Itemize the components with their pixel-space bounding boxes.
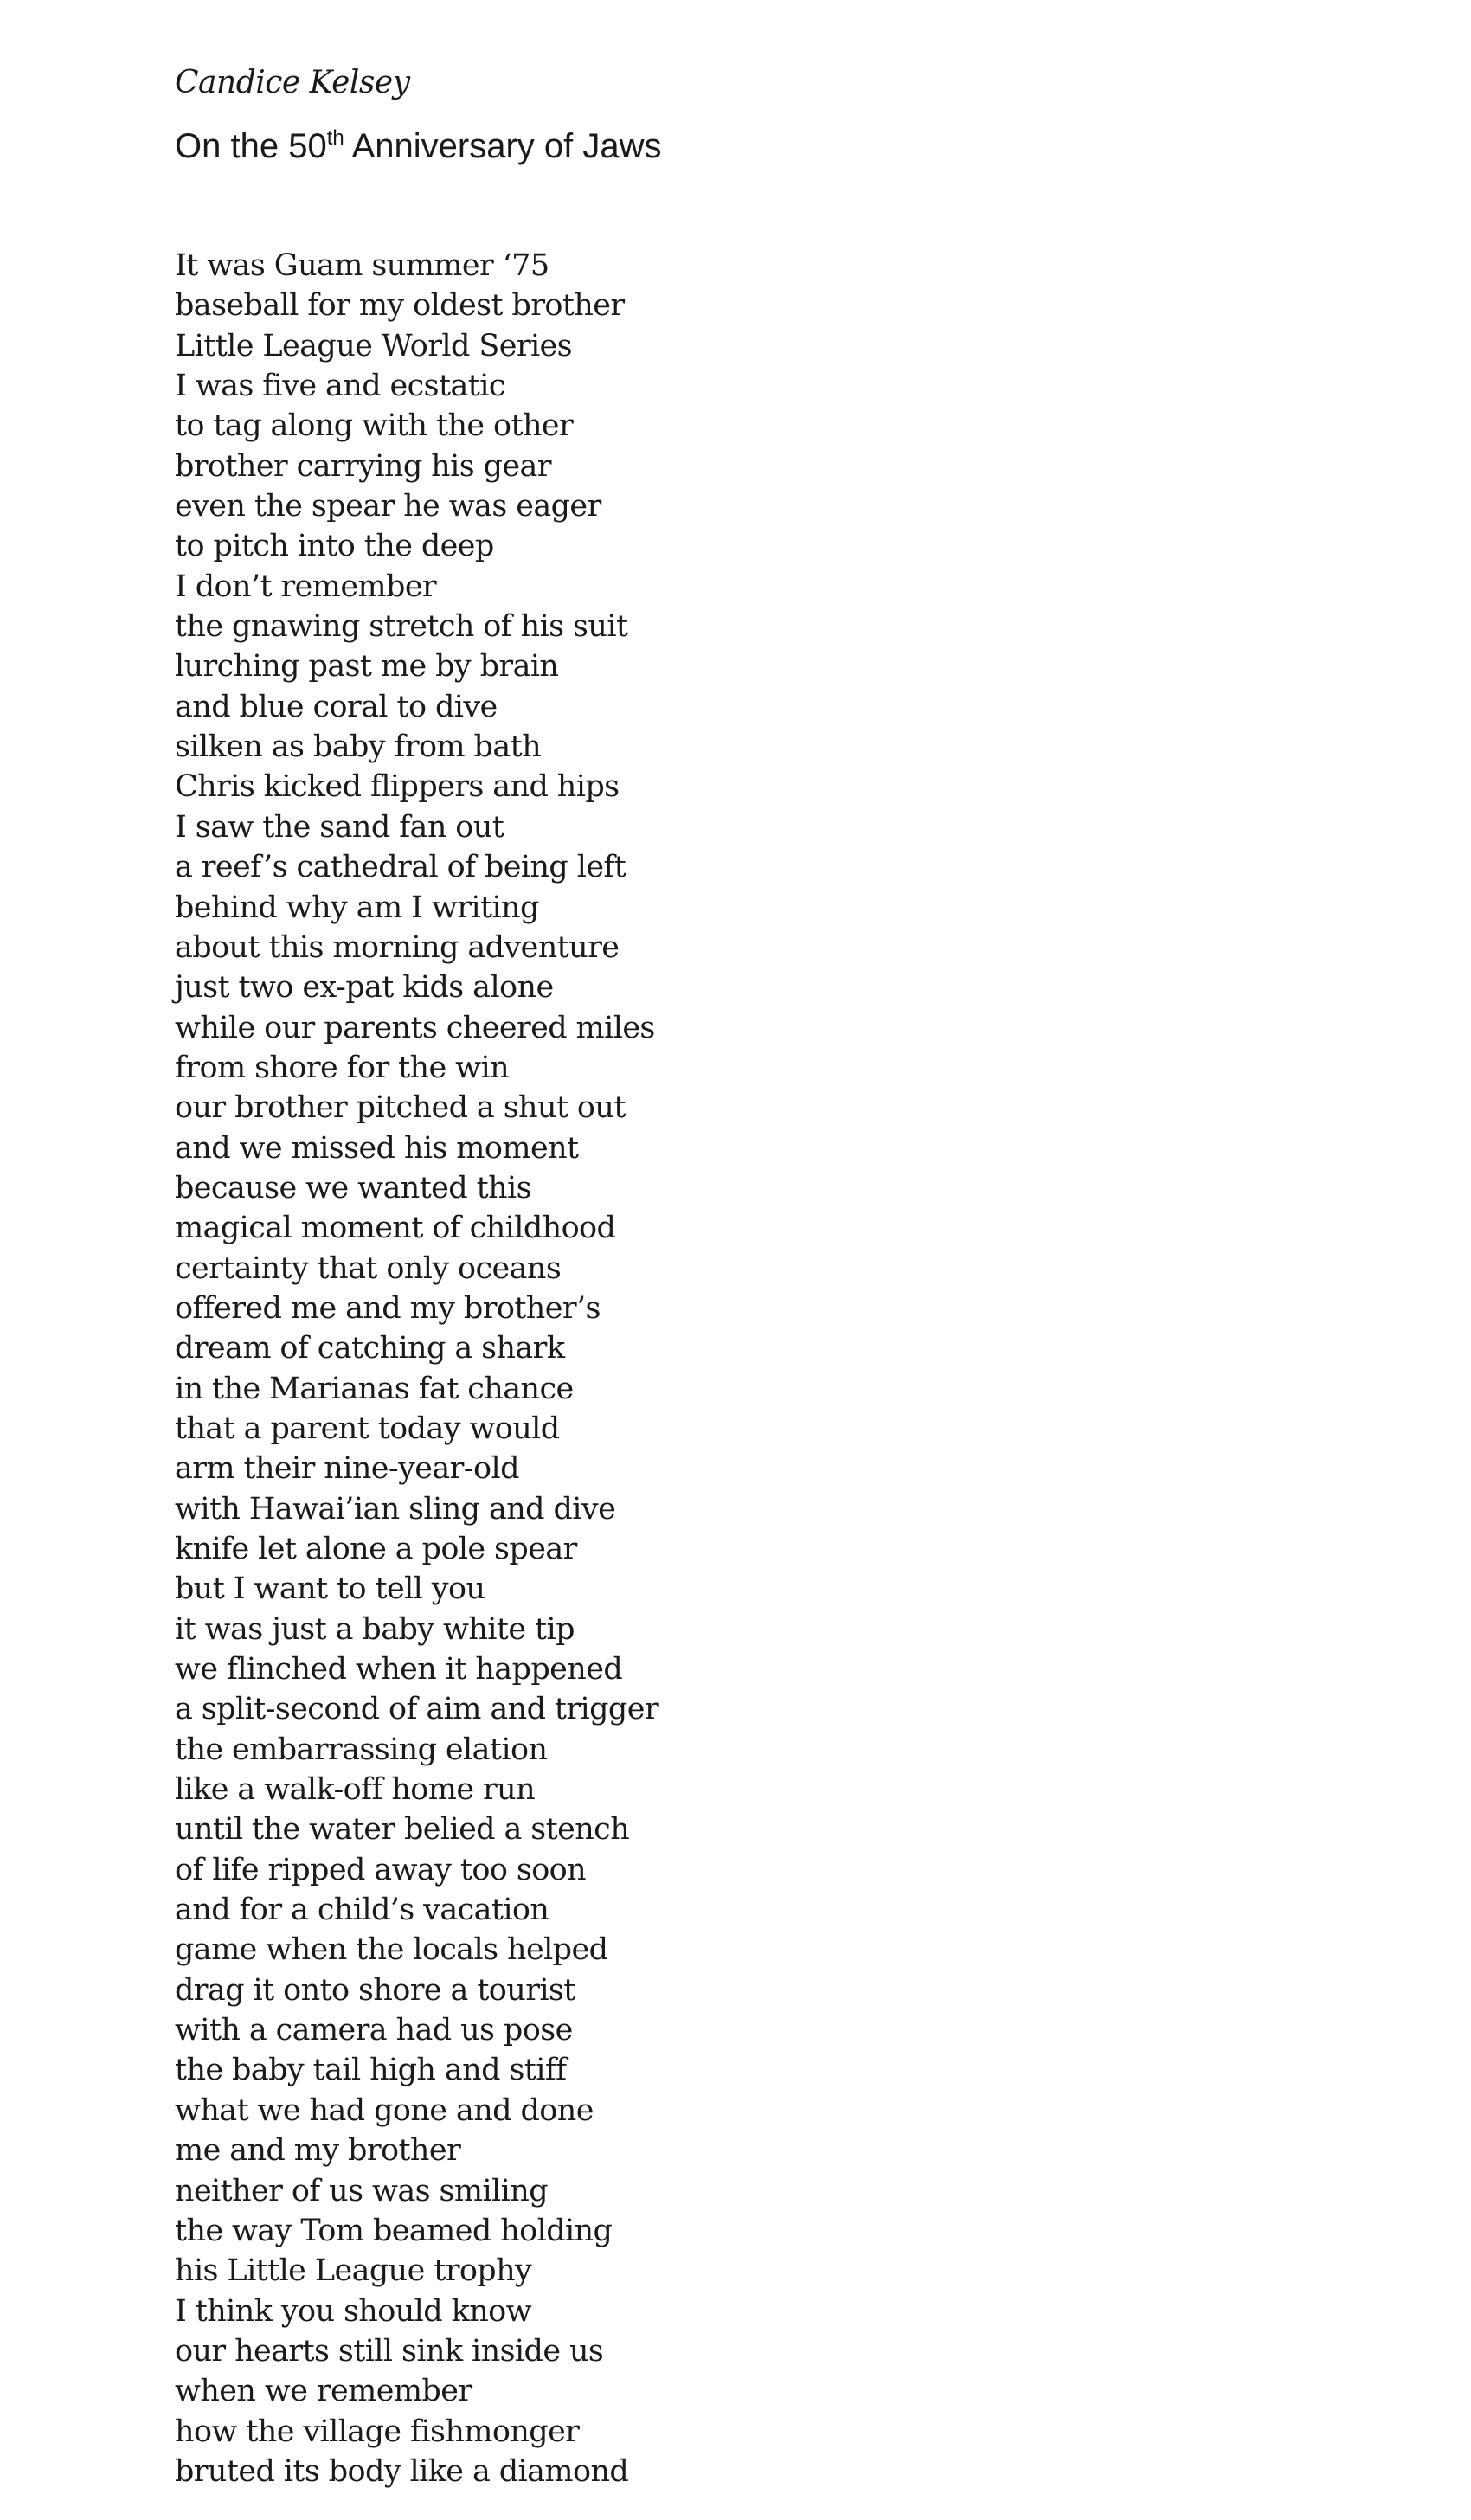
poem-line: the baby tail high and stiff: [175, 2053, 567, 2088]
author-name: Candice Kelsey: [175, 65, 410, 100]
poem-line: about this morning adventure: [175, 929, 620, 965]
poem-line: dream of catching a shark: [175, 1331, 565, 1366]
poem-line: brother carrying his gear: [175, 448, 551, 484]
poem-line: and for a child’s vacation: [175, 1893, 549, 1928]
poem-line: I was five and ecstatic: [175, 369, 505, 404]
poem-line: baseball for my oldest brother: [175, 288, 625, 324]
poem-line: magical moment of childhood: [175, 1211, 616, 1246]
poem-line: game when the locals helped: [175, 1932, 608, 1968]
poem-line: It was Guam summer ‘75: [175, 248, 549, 283]
poem-line: I don’t remember: [175, 569, 437, 604]
poem-line: while our parents cheered miles: [175, 1010, 655, 1045]
poem-line: how the village fishmonger: [175, 2414, 580, 2449]
poem-line: bruted its body like a diamond: [175, 2453, 629, 2489]
poem-line: of life ripped away too soon: [175, 1852, 587, 1887]
poem-title-suffix: Anniversary of Jaws: [344, 127, 662, 165]
poem-line: that a parent today would: [175, 1411, 560, 1446]
poem-line: with a camera had us pose: [175, 2013, 573, 2048]
poem-title-prefix: On the 50: [175, 127, 327, 165]
poem-line: Chris kicked flippers and hips: [175, 769, 620, 805]
poem-line: like a walk-off home run: [175, 1772, 536, 1808]
poem-line: to pitch into the deep: [175, 529, 494, 564]
poem-line: a split-second of aim and trigger: [175, 1692, 658, 1727]
poem-line: we flinched when it happened: [175, 1652, 623, 1688]
poem-line: with Hawai’ian sling and dive: [175, 1491, 616, 1527]
poem-line: until the water belied a stench: [175, 1812, 630, 1848]
poem-line: me and my brother: [175, 2133, 461, 2169]
poem-line: neither of us was smiling: [175, 2173, 548, 2208]
poem-line: in the Marianas fat chance: [175, 1371, 574, 1406]
poem-line: just two ex-pat kids alone: [175, 970, 554, 1006]
poem-line: a reef’s cathedral of being left: [175, 850, 626, 885]
poem-line: even the spear he was eager: [175, 489, 601, 524]
poem-line: from shore for the win: [175, 1050, 510, 1085]
poem-line: lurching past me by brain: [175, 649, 559, 685]
poem-line: when we remember: [175, 2374, 472, 2409]
poem-line: drag it onto shore a tourist: [175, 1972, 575, 2008]
poem-line: it was just a baby white tip: [175, 1611, 575, 1647]
poem-line: Little League World Series: [175, 328, 573, 363]
poem-line: but I want to tell you: [175, 1572, 485, 1607]
poem-line: I think you should know: [175, 2293, 531, 2329]
poem-line: the embarrassing elation: [175, 1732, 548, 1767]
poem-line: certainty that only oceans: [175, 1250, 562, 1286]
poem-line: his Little League trophy: [175, 2253, 532, 2289]
poem-line: our brother pitched a shut out: [175, 1090, 626, 1126]
poem-line: to tag along with the other: [175, 408, 574, 444]
poem-line: what we had gone and done: [175, 2092, 594, 2128]
poem-line: and blue coral to dive: [175, 689, 498, 724]
poem-line: and we missed his moment: [175, 1130, 579, 1166]
poem-title: [175, 125, 662, 173]
poem-line: the gnawing stretch of his suit: [175, 609, 628, 645]
poem-line: behind why am I writing: [175, 890, 539, 925]
poem-line: offered me and my brother’s: [175, 1290, 601, 1326]
poem-line: the way Tom beamed holding: [175, 2213, 613, 2248]
poem-line: our hearts still sink inside us: [175, 2333, 604, 2369]
poem-line: knife let alone a pole spear: [175, 1532, 577, 1566]
poem-line: because we wanted this: [175, 1170, 531, 1205]
poem-body: [175, 246, 658, 2491]
poem-line: I saw the sand fan out: [175, 809, 504, 845]
poem-line: silken as baby from bath: [175, 730, 542, 765]
poem-title-superscript: th: [326, 126, 344, 150]
poem-line: arm their nine-year-old: [175, 1451, 519, 1487]
